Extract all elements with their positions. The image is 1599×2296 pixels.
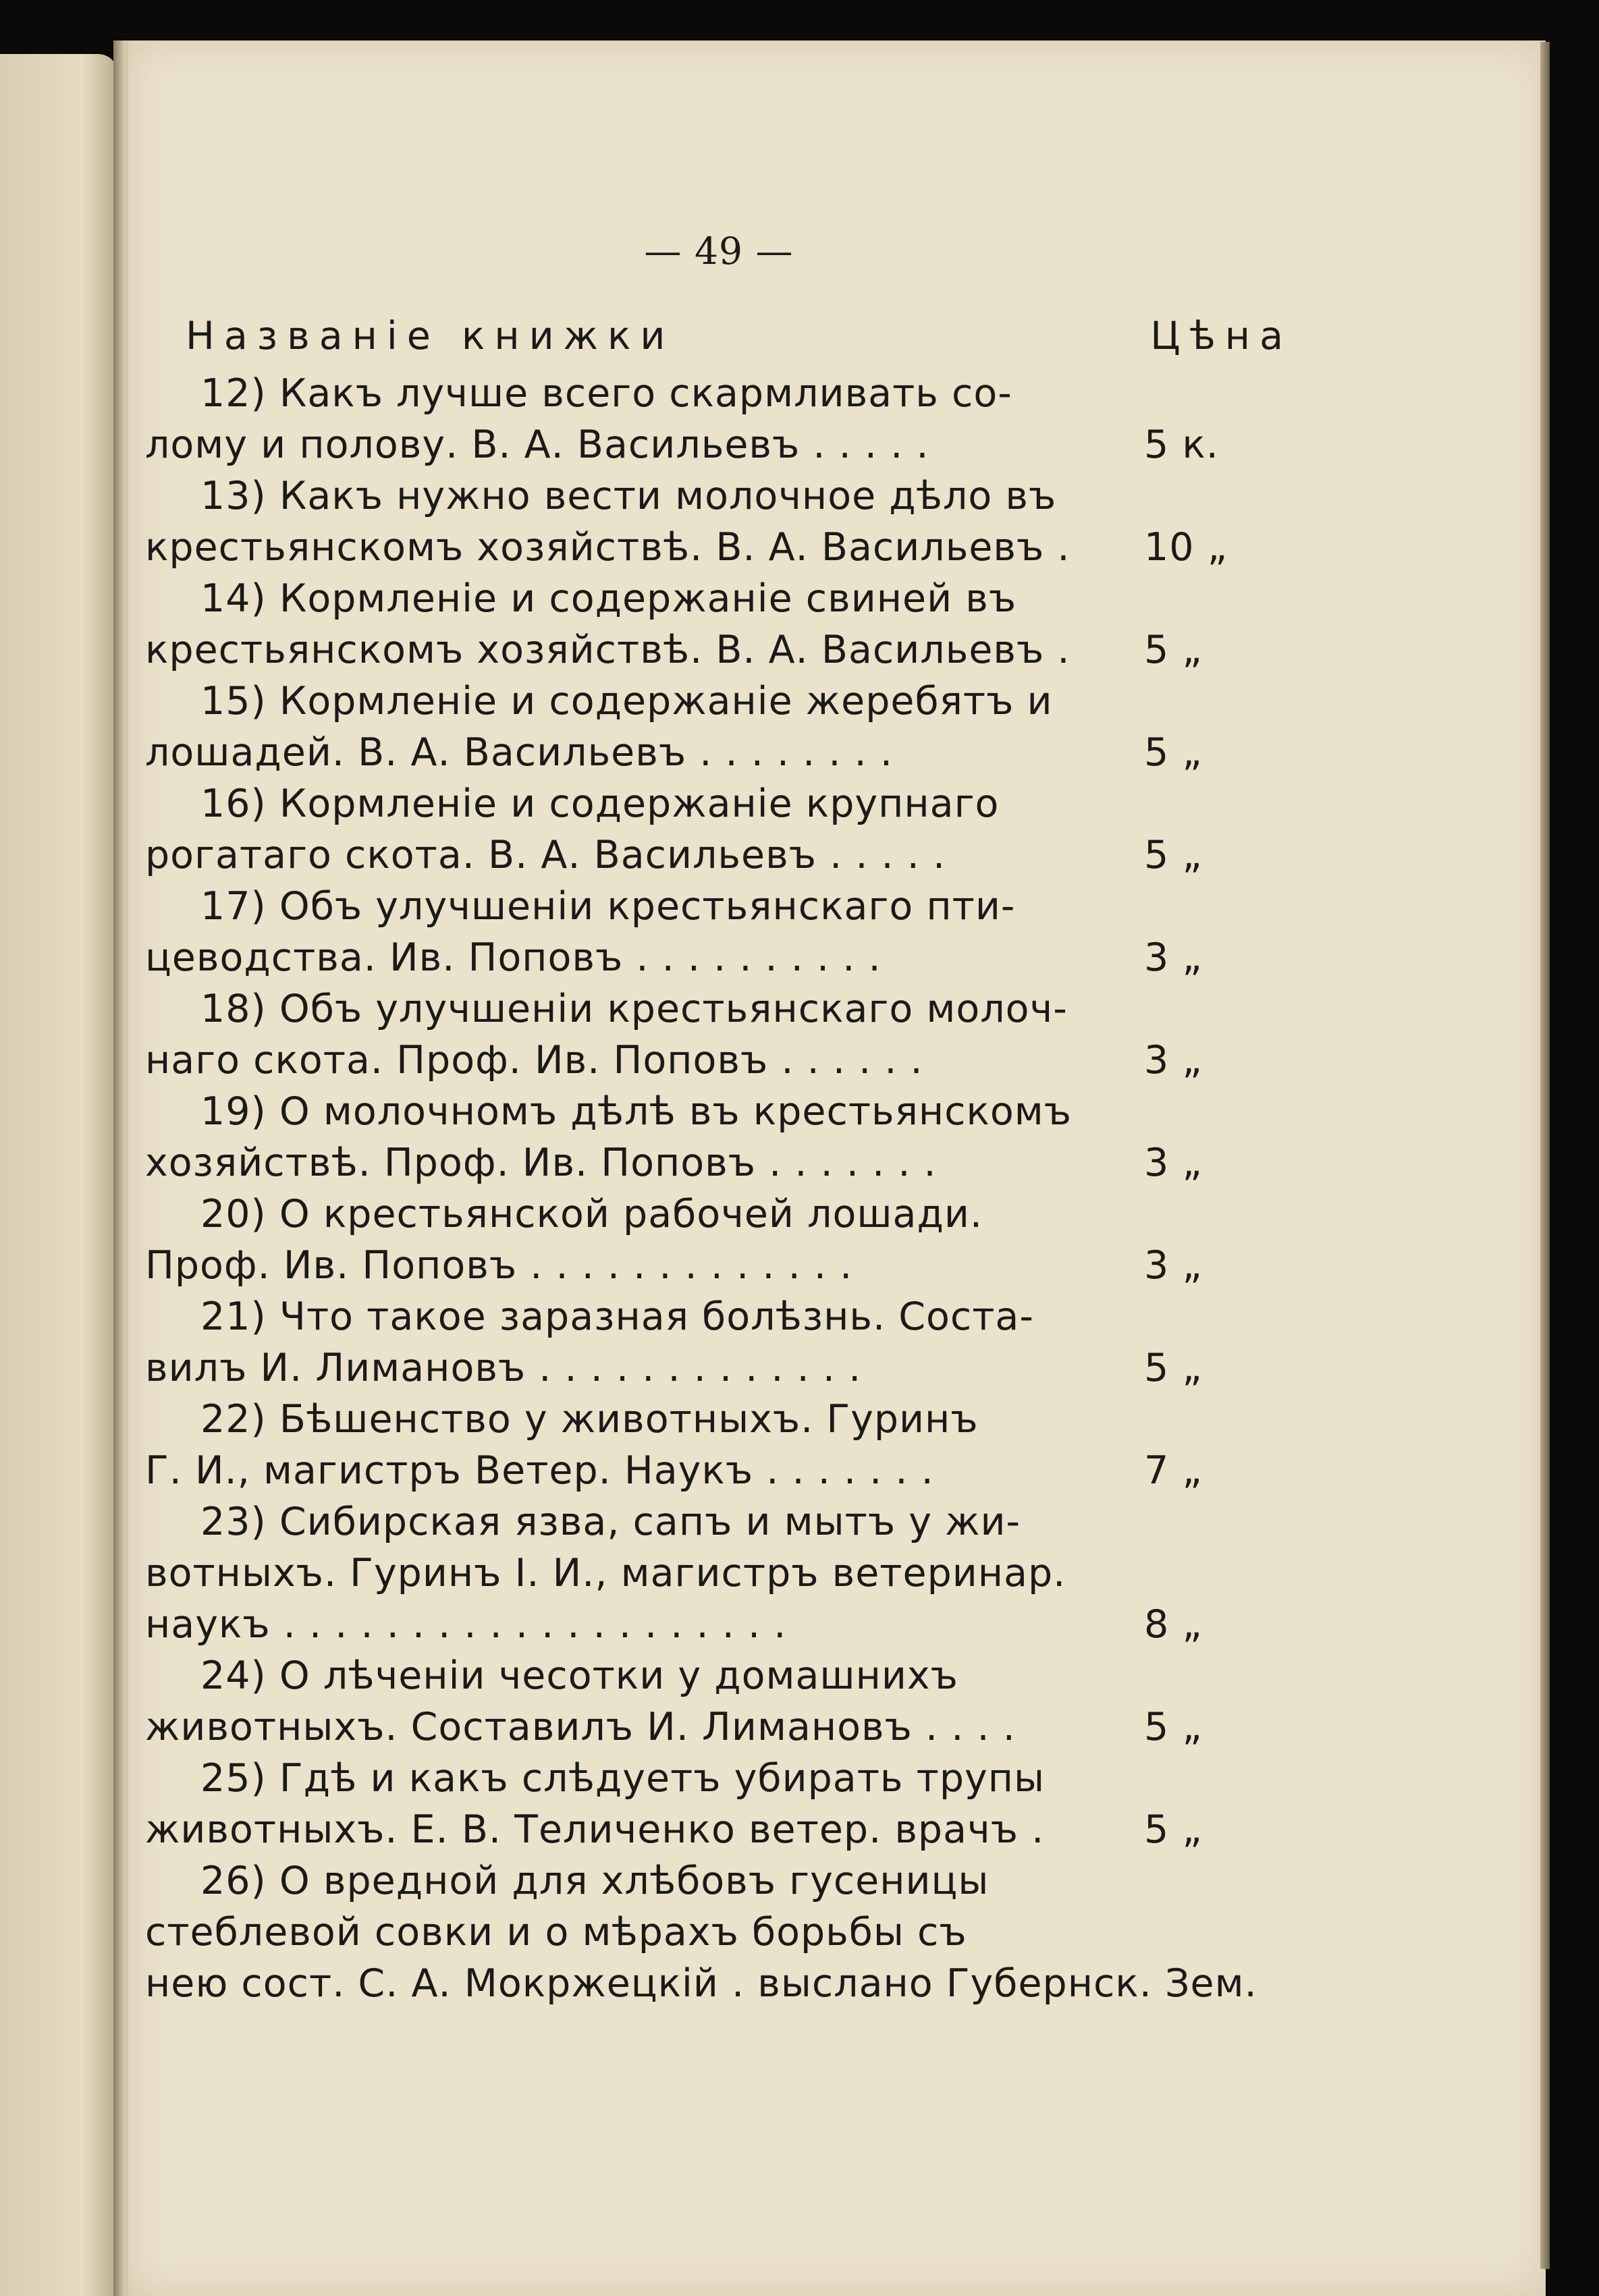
entry-line: цеводства. Ив. Поповъ . . . . . . . . . . 3 „: [145, 932, 1293, 983]
entry-line: 15) Кормленіе и содержаніе жеребятъ и: [200, 679, 1053, 723]
price-column-header: Цѣна: [1150, 314, 1293, 358]
book-entry: [145, 573, 1293, 676]
entry-price: 7 „: [1144, 1448, 1203, 1493]
entry-line: Проф. Ив. Поповъ . . . . . . . . . . . . . 3 „: [145, 1240, 1293, 1291]
entry-line: вилъ И. Лимановъ . . . . . . . . . . . . . 5 „: [145, 1342, 1293, 1394]
entry-line: 25) Гдѣ и какъ слѣдуетъ убирать трупы: [200, 1756, 1046, 1801]
entry-line: хозяйствѣ. Проф. Ив. Поповъ . . . . . . . 3 „: [145, 1137, 1293, 1188]
entry-line: крестьянскомъ хозяйствѣ. В. А. Васильевъ . 10 „: [145, 522, 1293, 573]
book-entry: [145, 881, 1293, 983]
book-entry: [145, 1496, 1293, 1650]
book-list: [145, 368, 1293, 2009]
entry-line: наукъ . . . . . . . . . . . . . . . . . . . . 8 „: [145, 1599, 1293, 1650]
entry-line: лому и полову. В. А. Васильевъ . . . . . 5 к.: [145, 419, 1293, 470]
entry-line: рогатаго скота. В. А. Васильевъ . . . . . 5 „: [145, 829, 1293, 881]
entry-line: 22) Бѣшенство у животныхъ. Гуринъ: [200, 1397, 979, 1442]
entry-line: 17) Объ улучшеніи крестьянскаго пти-: [200, 884, 1016, 929]
book-entry: [145, 1855, 1293, 2009]
entry-line: Г. И., магистръ Ветер. Наукъ . . . . . . . 7 „: [145, 1445, 1293, 1496]
entry-line: стеблевой совки и о мѣрахъ борьбы съ: [145, 1910, 967, 1955]
entry-line: 24) О лѣченіи чесотки у домашнихъ: [200, 1653, 958, 1698]
entry-price: 5 к.: [1144, 422, 1219, 467]
entry-line: 26) О вредной для хлѣбовъ гусеницы: [200, 1859, 990, 1903]
entry-line: 20) О крестьянской рабочей лошади.: [200, 1192, 983, 1236]
entry-price: 3 „: [1144, 1243, 1203, 1288]
book-entry: [145, 1291, 1293, 1394]
book-entry: [145, 1650, 1293, 1753]
left-page-edge: [0, 54, 118, 2296]
book-entry: [145, 1086, 1293, 1188]
page-number: — 49 —: [644, 229, 794, 273]
page-right-edge: [1540, 42, 1550, 2269]
entry-line: 13) Какъ нужно вести молочное дѣло въ: [200, 474, 1057, 518]
entry-line: крестьянскомъ хозяйствѣ. В. А. Васильевъ . 5 „: [145, 624, 1293, 676]
entry-price: 5 „: [1144, 730, 1203, 775]
entry-price: 5 „: [1144, 1346, 1203, 1390]
entry-line: 23) Сибирская язва, сапъ и мытъ у жи-: [200, 1500, 1021, 1544]
entry-line: вотныхъ. Гуринъ І. И., магистръ ветеринар.: [145, 1551, 1066, 1595]
entry-price: 5 „: [1144, 833, 1203, 877]
book-entry: [145, 983, 1293, 1086]
entry-price: 5 „: [1144, 1807, 1203, 1852]
entry-price: 5 „: [1144, 1705, 1203, 1749]
book-entry: [145, 676, 1293, 778]
table-header: [186, 314, 1293, 358]
entry-line: животныхъ. Составилъ И. Лимановъ . . . . 5 „: [145, 1701, 1293, 1753]
entry-line: наго скота. Проф. Ив. Поповъ . . . . . . 3 „: [145, 1035, 1293, 1086]
entry-line: 21) Что такое заразная болѣзнь. Соста-: [200, 1294, 1034, 1339]
book-entry: [145, 470, 1293, 573]
entry-price: 10 „: [1144, 525, 1228, 570]
entry-line: животныхъ. Е. В. Теличенко ветер. врачъ . 5 „: [145, 1804, 1293, 1855]
entry-price: 8 „: [1144, 1602, 1203, 1647]
entry-line: 18) Объ улучшеніи крестьянскаго молоч-: [200, 987, 1068, 1031]
entry-price: 3 „: [1144, 935, 1203, 980]
book-entry: [145, 368, 1293, 470]
book-entry: [145, 1394, 1293, 1496]
entry-line: нею сост. С. А. Мокржецкій . выслано Губернск. Зем.: [145, 1961, 1257, 2006]
entry-line: 12) Какъ лучше всего скармливать со-: [200, 371, 1012, 416]
entry-line: 16) Кормленіе и содержаніе крупнаго: [200, 782, 1000, 826]
title-column-header: Названіе книжки: [186, 314, 675, 358]
entry-price: 3 „: [1144, 1141, 1203, 1185]
book-entry: [145, 1753, 1293, 1855]
entry-price: 3 „: [1144, 1038, 1203, 1083]
entry-price: 5 „: [1144, 628, 1203, 672]
book-entry: [145, 778, 1293, 881]
entry-line: 19) О молочномъ дѣлѣ въ крестьянскомъ: [200, 1089, 1073, 1134]
entry-line: 14) Кормленіе и содержаніе свиней въ: [200, 576, 1017, 621]
book-entry: [145, 1188, 1293, 1291]
entry-line: лошадей. В. А. Васильевъ . . . . . . . . 5 „: [145, 727, 1293, 778]
